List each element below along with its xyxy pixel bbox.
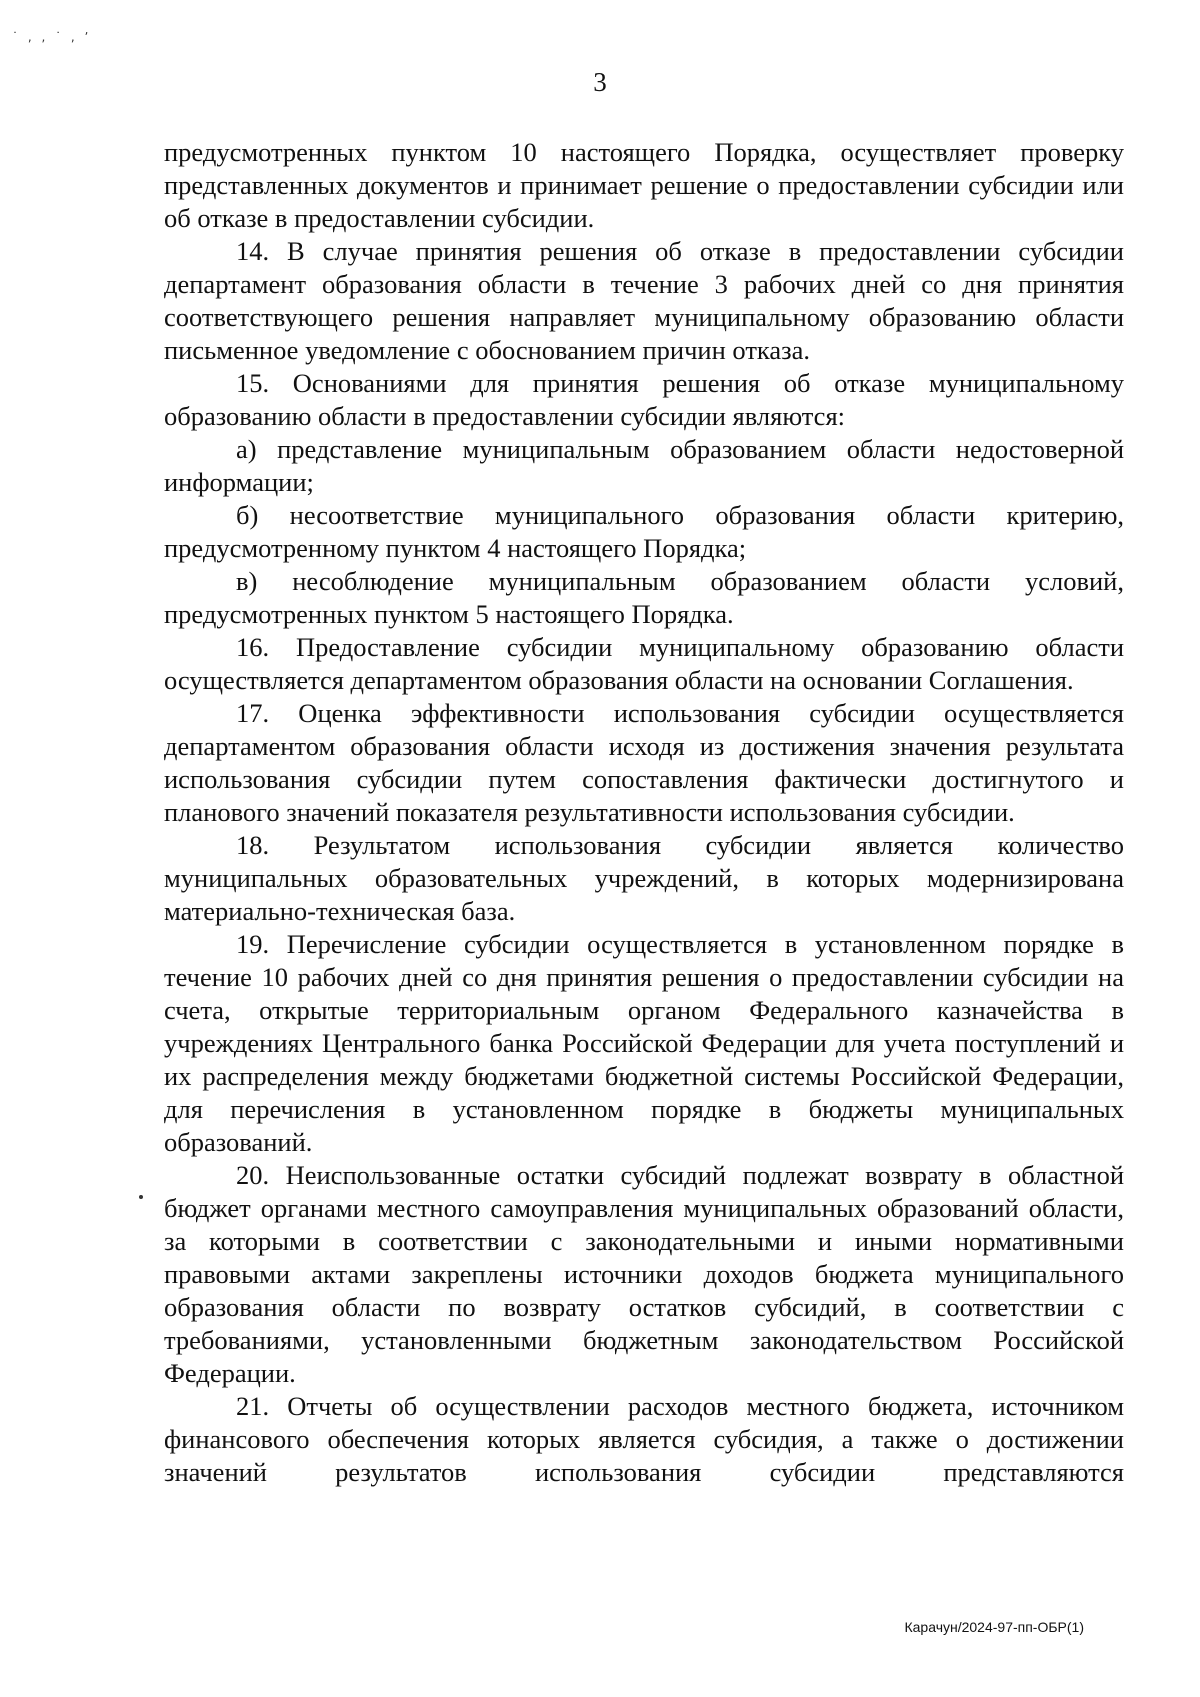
document-body: [164, 136, 1124, 1489]
document-footer-code: Карачун/2024-97-пп-ОБР(1): [904, 1619, 1084, 1635]
page-number: 3: [593, 67, 607, 97]
paragraph-continuation: предусмотренных пунктом 10 настоящего Порядка, осуществляет проверку представленных документов и принимает решение о предоставлении субсидии или об отказе в предоставлении субсидии.: [164, 137, 1124, 233]
paragraph-21: 21. Отчеты об осуществлении расходов местного бюджета, источником финансового обеспечения которых является субсидия, а также о достижении значений результатов использования субсидии представляются: [164, 1391, 1124, 1487]
paragraph-16: 16. Предоставление субсидии муниципальному образованию области осуществляется департаментом образования области на основании Соглашения.: [164, 632, 1124, 695]
scan-margin-dot: [139, 1195, 143, 1199]
paragraph-15-item-a: а) представление муниципальным образованием области недостоверной информации;: [164, 434, 1124, 497]
paragraph-14: 14. В случае принятия решения об отказе в предоставлении субсидии департамент образования области в течение 3 рабочих дней со дня принятия соответствующего решения направляет муниципальному образованию области письменное уведомление с обоснованием причин отказа.: [164, 236, 1124, 365]
paragraph-15: 15. Основаниями для принятия решения об отказе муниципальному образованию области в предоставлении субсидии являются:: [164, 368, 1124, 431]
paragraph-15-item-v: в) несоблюдение муниципальным образованием области условий, предусмотренных пунктом 5 настоящего Порядка.: [164, 566, 1124, 629]
paragraph-20: 20. Неиспользованные остатки субсидий подлежат возврату в областной бюджет органами местного самоуправления муниципальных образований области, за которыми в соответствии с законодательными и иными нормативными правовыми актами закреплены источники доходов бюджета муниципального образования области по возврату остатков субсидий, в соответствии с требованиями, установленными бюджетным законодательством Российской Федерации.: [164, 1160, 1124, 1388]
scan-marks: ˙ , , ˙ , ʼ: [12, 30, 92, 44]
paragraph-17: 17. Оценка эффективности использования субсидии осуществляется департаментом образования области исходя из достижения значения результата использования субсидии путем сопоставления фактически достигнутого и планового значений показателя результативности использования субсидии.: [164, 698, 1124, 827]
paragraph-18: 18. Результатом использования субсидии является количество муниципальных образовательных учреждений, в которых модернизирована материально-техническая база.: [164, 830, 1124, 926]
paragraph-15-item-b: б) несоответствие муниципального образования области критерию, предусмотренному пунктом 4 настоящего Порядка;: [164, 500, 1124, 563]
paragraph-19: 19. Перечисление субсидии осуществляется в установленном порядке в течение 10 рабочих дней со дня принятия решения о предоставлении субсидии на счета, открытые территориальным органом Федерального казначейства в учреждениях Центрального банка Российской Федерации для учета поступлений и их распределения между бюджетами бюджетной системы Российской Федерации, для перечисления в установленном порядке в бюджеты муниципальных образований.: [164, 929, 1124, 1157]
